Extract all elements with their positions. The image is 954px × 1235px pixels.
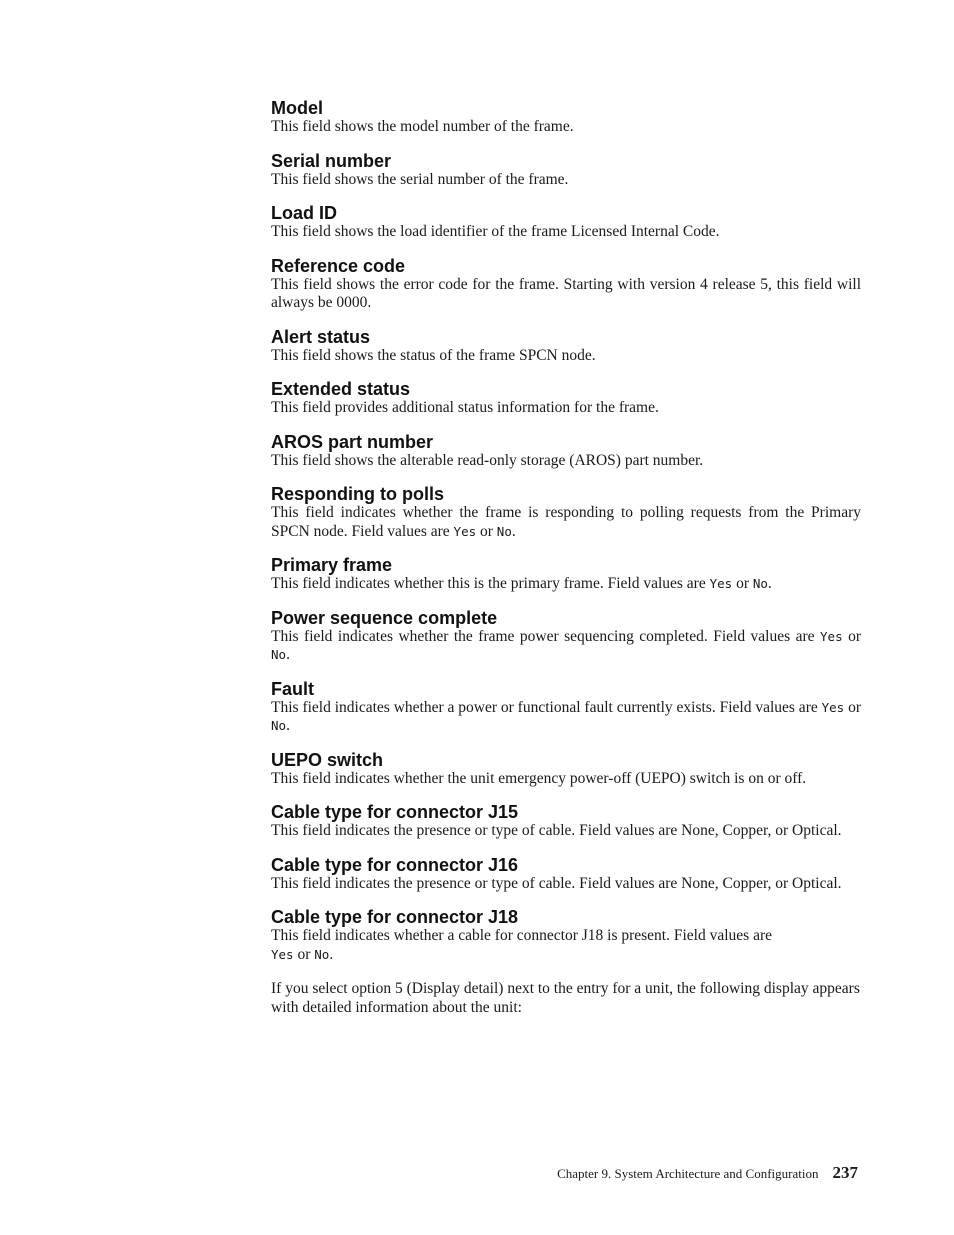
field-description: This field shows the status of the frame SPCN node. [271, 346, 596, 364]
field-description: This field indicates whether the unit emergency power-off (UEPO) switch is on or off. [271, 769, 807, 787]
value-no: No [496, 523, 512, 539]
field-title: Extended status [271, 379, 411, 399]
field-aros-part-number [271, 432, 861, 471]
chapter-title: Chapter 9. System Architecture and Configuration [557, 1166, 819, 1181]
field-reference-code [271, 256, 861, 313]
field-cable-j18 [271, 907, 861, 964]
field-model [271, 98, 861, 137]
field-title: Responding to polls [271, 484, 444, 504]
field-alert-status [271, 327, 861, 366]
field-title: Serial number [271, 150, 392, 171]
value-no: No [271, 647, 287, 662]
field-responding-to-polls [271, 484, 861, 541]
field-description: This field indicates the presence or type of cable. Field values are None, Copper, or Optical. [271, 874, 842, 892]
page-footer [557, 1163, 858, 1183]
field-title: Model [271, 98, 323, 118]
field-title: Alert status [271, 326, 371, 347]
field-title: Primary frame [271, 555, 393, 575]
value-yes: Yes [820, 628, 843, 644]
field-cable-j16 [271, 855, 861, 894]
field-description: This field shows the load identifier of the frame Licensed Internal Code. [271, 223, 720, 240]
field-description: This field indicates whether this is the primary frame. Field values are Yes or No. [271, 575, 772, 592]
field-description: This field indicates the presence or type of cable. Field values are None, Copper, or Optical. [271, 822, 842, 839]
field-description: This field shows the error code for the frame. Starting with version 4 release 5, this field will always be 0000. [271, 275, 861, 311]
field-title: Power sequence complete [271, 607, 498, 628]
field-description: This field indicates whether the frame is responding to polling requests from the Primary SPCN node. Field values are Yes or No. [271, 504, 861, 540]
field-description: This field indicates whether a power or functional fault currently exists. Field values are Yes or No. [271, 698, 862, 734]
field-description: This field shows the model number of the frame. [271, 118, 574, 135]
field-title: Cable type for connector J16 [271, 854, 519, 875]
field-description: This field provides additional status information for the frame. [271, 399, 659, 416]
field-title: Cable type for connector J18 [271, 907, 519, 927]
closing-paragraph: If you select option 5 (Display detail) next to the entry for a unit, the following display appears with detailed information about the unit: [271, 980, 860, 1016]
field-title: Reference code [271, 255, 406, 276]
field-load-id [271, 203, 861, 242]
field-title: Cable type for connector J15 [271, 802, 519, 822]
field-power-sequence-complete [271, 608, 861, 665]
value-yes: Yes [271, 946, 294, 962]
field-fault [271, 679, 861, 736]
value-no: No [752, 576, 768, 591]
field-uepo-switch [271, 750, 861, 789]
field-title: AROS part number [271, 431, 434, 452]
value-no: No [271, 718, 287, 733]
field-title: Load ID [271, 203, 337, 223]
value-yes: Yes [821, 699, 845, 715]
value-no: No [314, 946, 330, 962]
field-cable-j15 [271, 802, 861, 841]
field-description: This field indicates whether the frame power sequencing completed. Field values are Yes or No. [271, 627, 862, 663]
field-serial-number [271, 151, 861, 190]
page-number: 237 [832, 1163, 858, 1182]
field-title: Fault [271, 678, 314, 699]
value-yes: Yes [709, 576, 733, 591]
field-description: This field indicates whether a cable for connector J18 is present. Field values are Yes or No. [271, 927, 772, 963]
field-description: This field shows the alterable read-only storage (AROS) part number. [271, 451, 704, 469]
field-description: This field shows the serial number of the frame. [271, 170, 569, 188]
field-title: UEPO switch [271, 749, 384, 770]
value-yes: Yes [453, 523, 477, 539]
page-content [271, 98, 861, 1017]
field-extended-status [271, 379, 861, 418]
field-primary-frame [271, 555, 861, 594]
